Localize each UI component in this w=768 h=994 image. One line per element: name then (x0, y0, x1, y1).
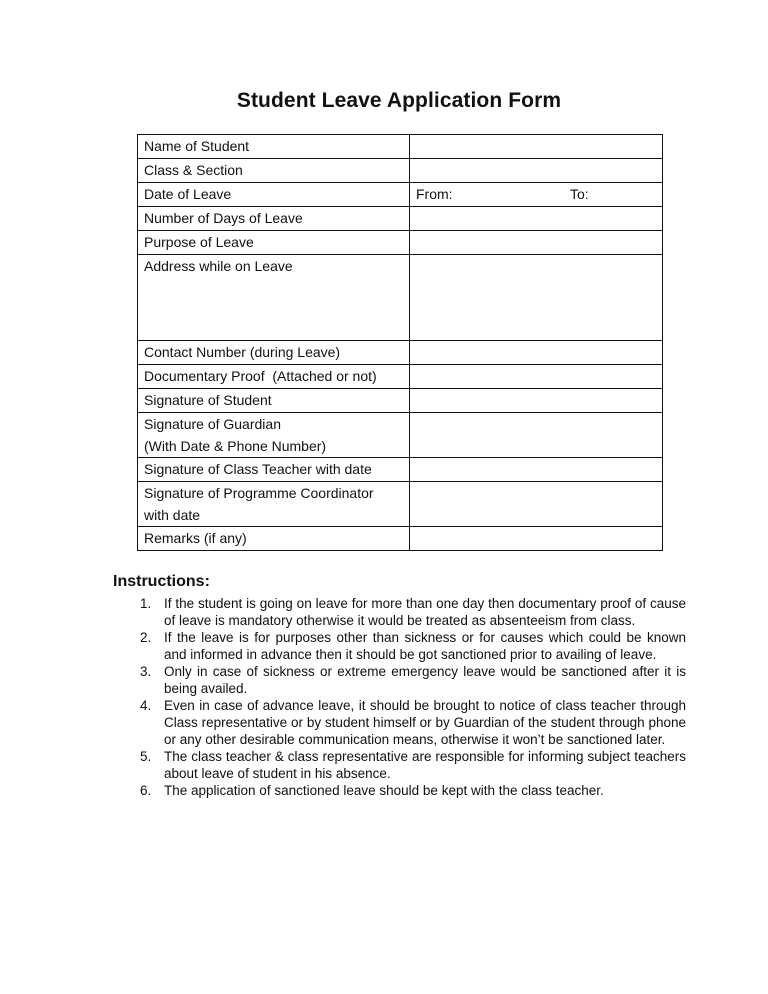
row-label-class: Class & Section (138, 159, 410, 183)
instruction-number: 6. (140, 783, 152, 798)
row-label-sig-guardian-line1: Signature of Guardian (144, 416, 281, 432)
row-label-sig-guardian (138, 413, 410, 458)
form-row-sig-student (138, 389, 663, 413)
row-label-sig-coordinator-line2: with date (144, 507, 201, 523)
instruction-number: 5. (140, 749, 152, 764)
to-label: To: (570, 186, 589, 202)
field-remarks[interactable] (410, 527, 663, 551)
row-label-sig-teacher: Signature of Class Teacher with date (138, 458, 410, 482)
form-row-sig-coordinator (138, 482, 663, 527)
instruction-text: Only in case of sickness or extreme emergency leave would be sanctioned after it is being availed. (164, 664, 686, 696)
field-name-of-student[interactable] (410, 135, 663, 159)
instruction-item (140, 748, 686, 782)
form-row-days (138, 207, 663, 231)
field-signature-teacher[interactable] (410, 458, 663, 482)
form-row-sig-teacher (138, 458, 663, 482)
row-label-date: Date of Leave (138, 183, 410, 207)
leave-form-table (137, 134, 663, 551)
instruction-item (140, 663, 686, 697)
row-label-sig-guardian-line2: (With Date & Phone Number) (144, 438, 327, 454)
form-row-proof (138, 365, 663, 389)
page-title: Student Leave Application Form (236, 89, 562, 112)
form-row-name (138, 135, 663, 159)
row-label-proof: Documentary Proof (Attached or not) (138, 365, 410, 389)
field-contact-number[interactable] (410, 341, 663, 365)
field-address[interactable] (410, 255, 663, 341)
field-purpose[interactable] (410, 231, 663, 255)
row-label-contact: Contact Number (during Leave) (138, 341, 410, 365)
row-label-sig-coordinator (138, 482, 410, 527)
from-label: From: (416, 186, 453, 202)
form-row-address (138, 255, 663, 341)
instruction-number: 2. (140, 630, 152, 645)
form-row-sig-guardian (138, 413, 663, 458)
instructions-heading: Instructions: (113, 573, 210, 590)
field-signature-student[interactable] (410, 389, 663, 413)
field-date-of-leave[interactable] (410, 183, 663, 207)
instruction-text: If the leave is for purposes other than sickness or for causes which could be known and informed in advance then it should be got sanctioned prior to availing of leave. (164, 630, 686, 662)
instruction-text: If the student is going on leave for more than one day then documentary proof of cause of leave is mandatory otherwise it would be treated as absenteeism from class. (164, 596, 686, 628)
form-row-purpose (138, 231, 663, 255)
field-number-of-days[interactable] (410, 207, 663, 231)
instructions-list (140, 595, 686, 799)
row-label-sig-student: Signature of Student (138, 389, 410, 413)
form-row-contact (138, 341, 663, 365)
form-row-class (138, 159, 663, 183)
row-label-name: Name of Student (138, 135, 410, 159)
form-row-remarks (138, 527, 663, 551)
field-documentary-proof[interactable] (410, 365, 663, 389)
instruction-text: Even in case of advance leave, it should be brought to notice of class teacher through Class representative or by student himself or by Guardian of the student through phone or any other desirable communication means, otherwise it won’t be sanctioned later. (164, 698, 686, 747)
row-label-address: Address while on Leave (138, 255, 410, 341)
instruction-item (140, 629, 686, 663)
row-label-sig-coordinator-line1: Signature of Programme Coordinator (144, 485, 374, 501)
form-row-date (138, 183, 663, 207)
field-class-section[interactable] (410, 159, 663, 183)
instruction-item (140, 595, 686, 629)
instruction-text: The class teacher & class representative are responsible for informing subject teachers about leave of student in his absence. (164, 749, 686, 781)
instruction-number: 4. (140, 698, 152, 713)
instruction-number: 3. (140, 664, 152, 679)
row-label-remarks: Remarks (if any) (138, 527, 410, 551)
instruction-text: The application of sanctioned leave should be kept with the class teacher. (164, 783, 604, 798)
instruction-item (140, 697, 686, 748)
row-label-days: Number of Days of Leave (138, 207, 410, 231)
instruction-number: 1. (140, 596, 152, 611)
field-signature-coordinator[interactable] (410, 482, 663, 527)
field-signature-guardian[interactable] (410, 413, 663, 458)
instruction-item (140, 782, 686, 799)
row-label-purpose: Purpose of Leave (138, 231, 410, 255)
